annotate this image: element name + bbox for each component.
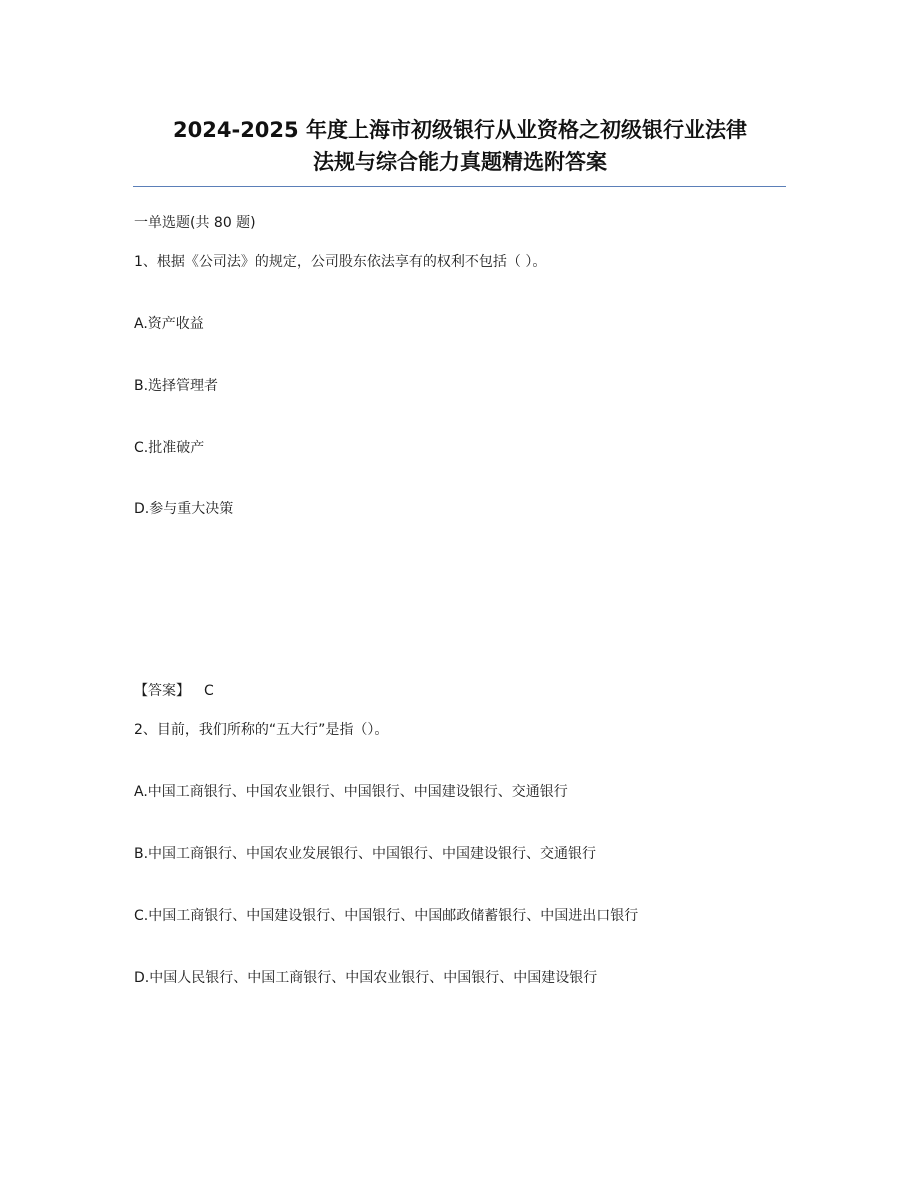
question-1-option-b: B.选择管理者 [134, 378, 219, 394]
question-2-option-c: C.中国工商银行、中国建设银行、中国银行、中国邮政储蓄银行、中国进出口银行 [134, 908, 639, 924]
question-1-option-a: A.资产收益 [134, 316, 204, 332]
document-title-line-2: 法规与综合能力真题精选附答案 [313, 150, 607, 174]
title-divider [133, 186, 786, 187]
answer-value: C [204, 683, 214, 699]
section-label: 一单选题(共 80 题) [134, 215, 256, 231]
question-2-stem: 2、目前，我们所称的“五大行”是指（）。 [134, 722, 389, 738]
question-2-option-a: A.中国工商银行、中国农业银行、中国银行、中国建设银行、交通银行 [134, 784, 568, 800]
question-1-answer [134, 681, 214, 701]
question-2-option-d: D.中国人民银行、中国工商银行、中国农业银行、中国银行、中国建设银行 [134, 970, 598, 986]
question-1-stem: 1、根据《公司法》的规定，公司股东依法享有的权利不包括（ ）。 [134, 254, 547, 270]
question-1-option-c: C.批准破产 [134, 440, 205, 456]
question-1-option-d: D.参与重大决策 [134, 501, 234, 517]
question-2-option-b: B.中国工商银行、中国农业发展银行、中国银行、中国建设银行、交通银行 [134, 846, 597, 862]
answer-label: 【答案】 [134, 683, 190, 699]
document-title-line-1: 2024-2025 年度上海市初级银行从业资格之初级银行业法律 [173, 118, 747, 142]
